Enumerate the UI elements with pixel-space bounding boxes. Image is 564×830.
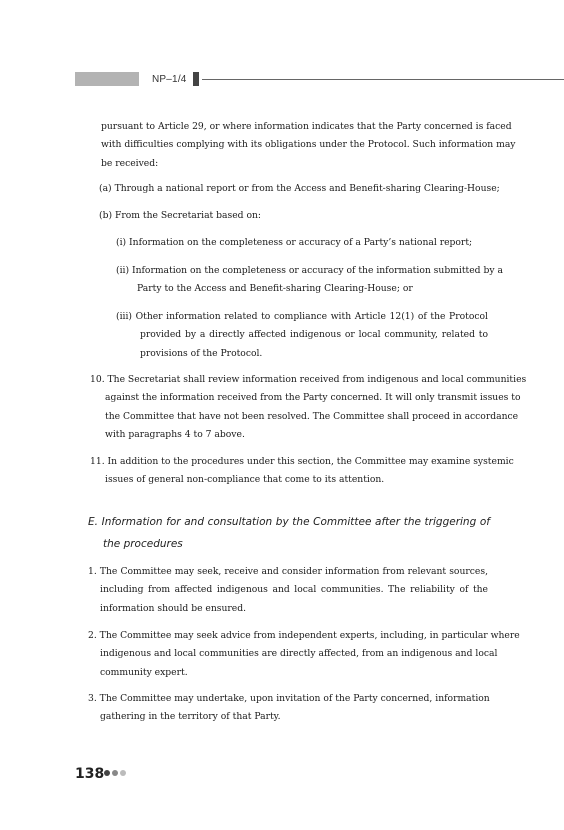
paragraph-10 [90, 371, 527, 444]
list-item-b [99, 207, 488, 225]
text-line: 10. The Secretariat shall review information received from indigenous and local communities [90, 374, 527, 385]
header-marker [193, 72, 199, 86]
text-line: 11. In addition to the procedures under this section, the Committee may examine systemic [90, 456, 514, 467]
page-dots [104, 770, 126, 776]
header-rule [202, 79, 564, 80]
dot-icon [112, 770, 118, 776]
paragraph-e3 [88, 690, 488, 727]
text-line: information should be ensured. [100, 602, 247, 614]
text-line: provisions of the Protocol. [140, 347, 263, 359]
heading-line: E. Information for and consultation by the Committee after the triggering of [88, 516, 490, 528]
dot-icon [104, 770, 110, 776]
text-line: pursuant to Article 29, or where information indicates that the Party concerned is faced [101, 121, 512, 132]
text-line: against the information received from the Party concerned. It will only transmit issues to [105, 392, 521, 404]
list-item-i [116, 234, 488, 252]
text-line: (a) Through a national report or from the Access and Benefit-sharing Clearing-House; [99, 183, 500, 194]
section-heading [88, 511, 490, 555]
paragraph-continuation [101, 118, 516, 173]
text-line: the Committee that have not been resolved. The Committee shall proceed in accordance [105, 410, 519, 422]
text-line: provided by a directly affected indigenous or local community, related to [140, 329, 488, 341]
list-item-a [99, 180, 500, 198]
dot-icon [120, 770, 126, 776]
text-line: indigenous and local communities are directly affected, from an indigenous and local [100, 648, 498, 660]
text-line: with paragraphs 4 to 7 above. [105, 428, 245, 440]
text-line: (b) From the Secretariat based on: [99, 210, 262, 221]
page-number: 138 [75, 766, 105, 782]
text-line: be received: [101, 157, 159, 169]
text-line: gathering in the territory of that Party. [100, 711, 281, 723]
heading-line: the procedures [103, 538, 183, 550]
header-bar-gray [75, 72, 139, 86]
text-line: (ii) Information on the completeness or accuracy of the information submitted by a [116, 265, 503, 276]
text-line: including from affected indigenous and local communities. The reliability of the [100, 584, 488, 596]
paragraph-11 [90, 453, 514, 490]
text-line: community expert. [100, 666, 188, 678]
text-line: issues of general non-compliance that come to its attention. [105, 474, 385, 486]
text-line: (iii) Other information related to compliance with Article 12(1) of the Protocol [116, 311, 488, 322]
text-line: Party to the Access and Benefit-sharing Clearing-House; or [137, 283, 413, 295]
text-line: with difficulties complying with its obligations under the Protocol. Such information may [101, 139, 516, 151]
text-line: 3. The Committee may undertake, upon invitation of the Party concerned, information [88, 693, 490, 704]
text-line: (i) Information on the completeness or accuracy of a Party’s national report; [116, 237, 473, 248]
paragraph-e1 [88, 563, 488, 618]
text-line: 2. The Committee may seek advice from independent experts, including, in particular where [88, 630, 520, 641]
list-item-ii [116, 262, 503, 299]
list-item-iii [116, 308, 488, 363]
text-line: 1. The Committee may seek, receive and consider information from relevant sources, [88, 566, 488, 577]
running-header: NP–1/4 [152, 74, 187, 85]
paragraph-e2 [88, 627, 520, 682]
